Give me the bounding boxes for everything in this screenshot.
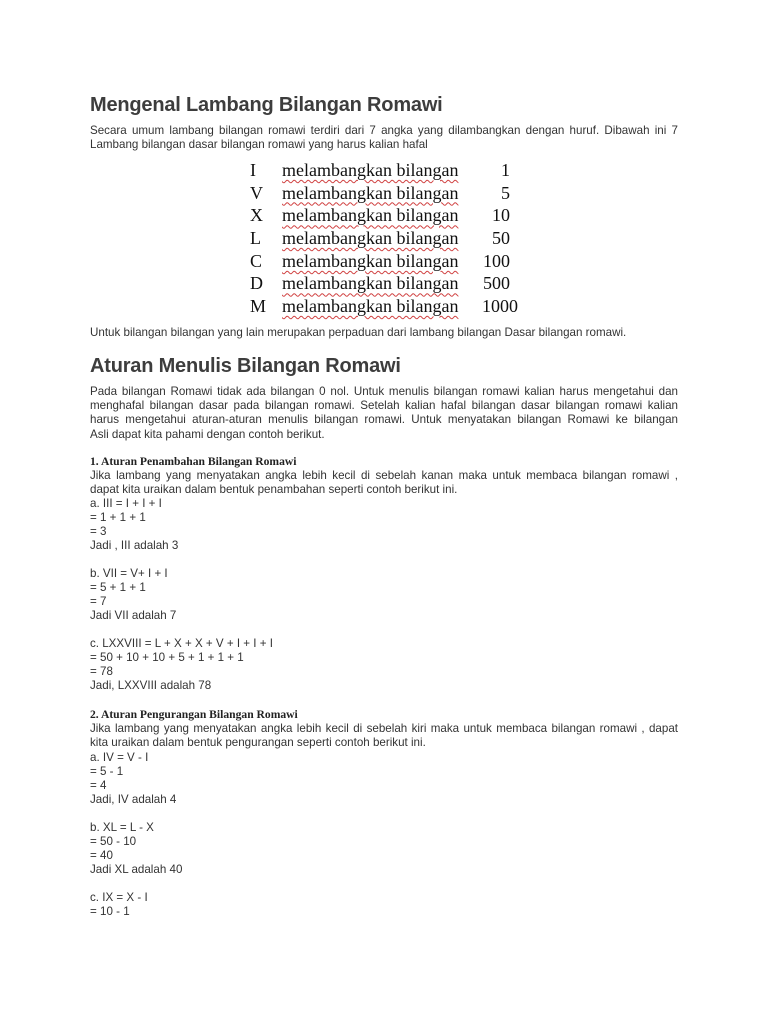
rule1-description (90, 469, 678, 497)
symbol-description: melambangkan bilangan (282, 273, 459, 294)
rule2-example-a (90, 751, 176, 807)
symbol-description: melambangkan bilangan (282, 250, 459, 271)
example-line: = 40 (90, 849, 113, 862)
roman-symbol: X (250, 205, 263, 226)
symbol-value: 500 (483, 273, 510, 294)
rule2-example-c (90, 891, 148, 919)
symbol-description: melambangkan bilangan (282, 205, 459, 226)
example-line: a. IV = V - I (90, 751, 149, 764)
intro-line-2: Lambang bilangan dasar bilangan romawi yang harus kalian hafal (90, 138, 428, 152)
example-line: = 7 (90, 595, 107, 608)
example-line: = 50 - 10 (90, 835, 137, 848)
example-line: a. III = I + I + I (90, 497, 162, 510)
intro-line-1: Secara umum lambang bilangan romawi terdiri dari 7 angka yang dilambangkan dengan huruf. Dibawah ini 7 (90, 124, 678, 137)
symbol-value: 5 (501, 182, 510, 203)
symbol-value: 10 (492, 205, 510, 226)
intro-paragraph (90, 124, 678, 152)
rule2-desc-line-2: kita uraikan dalam bentuk pengurangan seperti contoh berikut ini. (90, 736, 426, 750)
symbol-description: melambangkan bilangan (282, 296, 459, 317)
section-title-roman-symbols: Mengenal Lambang Bilangan Romawi (90, 94, 443, 116)
rules-intro-line-1: Pada bilangan Romawi tidak ada bilangan 0 nol. Untuk menulis bilangan romawi kalian harus mengetahui dan (90, 385, 678, 398)
rule2-heading: 2. Aturan Pengurangan Bilangan Romawi (90, 708, 298, 721)
rule1-desc-line-1: Jika lambang yang menyatakan angka lebih kecil di sebelah kanan maka untuk membaca bilangan romawi , (90, 469, 678, 482)
roman-symbol: D (250, 273, 263, 294)
symbol-value: 1 (501, 160, 510, 180)
roman-symbol: V (250, 182, 263, 203)
roman-symbol: L (250, 228, 261, 249)
symbol-description: melambangkan bilangan (282, 160, 459, 180)
symbol-value: 100 (483, 250, 510, 271)
rules-intro-line-3: harus mengetahui aturan-aturan menulis bilangan romawi. Untuk menyatakan bilangan Romawi ke bilangan (90, 413, 678, 427)
example-line: = 10 - 1 (90, 905, 130, 918)
example-line: Jadi , III adalah 3 (90, 539, 179, 552)
example-line: = 1 + 1 + 1 (90, 511, 146, 524)
rule1-heading: 1. Aturan Penambahan Bilangan Romawi (90, 455, 297, 468)
symbol-description: melambangkan bilangan (282, 228, 459, 249)
roman-symbol: I (250, 160, 256, 180)
rules-intro-paragraph (90, 385, 678, 442)
table-row (250, 251, 610, 274)
outro-line: Untuk bilangan bilangan yang lain merupakan perpaduan dari lambang bilangan Dasar bilangan romawi. (90, 326, 627, 339)
roman-symbol: C (250, 250, 263, 271)
roman-symbol-table (250, 160, 610, 319)
example-line: Jadi VII adalah 7 (90, 609, 177, 622)
rule2-example-b (90, 821, 182, 877)
rule2-description (90, 722, 678, 750)
table-row (250, 296, 610, 319)
example-line: = 50 + 10 + 10 + 5 + 1 + 1 + 1 (90, 651, 244, 664)
rule1-example-c (90, 637, 273, 693)
example-line: = 3 (90, 525, 107, 538)
example-line: = 4 (90, 779, 107, 792)
section-title-writing-rules: Aturan Menulis Bilangan Romawi (90, 355, 401, 377)
example-line: Jadi XL adalah 40 (90, 863, 183, 876)
example-line: Jadi, IV adalah 4 (90, 793, 177, 806)
example-line: = 5 - 1 (90, 765, 124, 778)
example-line: b. XL = L - X (90, 821, 154, 834)
rule1-desc-line-2: dapat kita uraikan dalam bentuk penambahan seperti contoh berikut ini. (90, 483, 458, 497)
outro-paragraph (90, 326, 678, 340)
rule2-desc-line-1: Jika lambang yang menyatakan angka lebih kecil di sebelah kiri maka untuk membaca bilangan romawi , dapat (90, 722, 678, 735)
table-row (250, 183, 610, 206)
example-line: Jadi, LXXVIII adalah 78 (90, 679, 212, 692)
symbol-value: 1000 (482, 296, 518, 317)
example-line: c. LXXVIII = L + X + X + V + I + I + I (90, 637, 273, 650)
table-row (250, 160, 610, 183)
example-line: = 5 + 1 + 1 (90, 581, 146, 594)
rule1-example-b (90, 567, 176, 623)
symbol-value: 50 (492, 228, 510, 249)
table-row (250, 228, 610, 251)
rules-intro-line-4: Asli dapat kita pahami dengan contoh berikut. (90, 427, 325, 441)
symbol-description: melambangkan bilangan (282, 182, 459, 203)
table-row (250, 273, 610, 296)
table-row (250, 205, 610, 228)
rules-intro-line-2: menghafal bilangan dasar pada bilangan romawi. Setelah kalian hafal bilangan dasar bilangan romawi kalian (90, 399, 678, 413)
example-line: = 78 (90, 665, 113, 678)
rule1-example-a (90, 497, 178, 553)
roman-symbol: M (250, 296, 267, 317)
example-line: b. VII = V+ I + I (90, 567, 168, 580)
example-line: c. IX = X - I (90, 891, 148, 904)
